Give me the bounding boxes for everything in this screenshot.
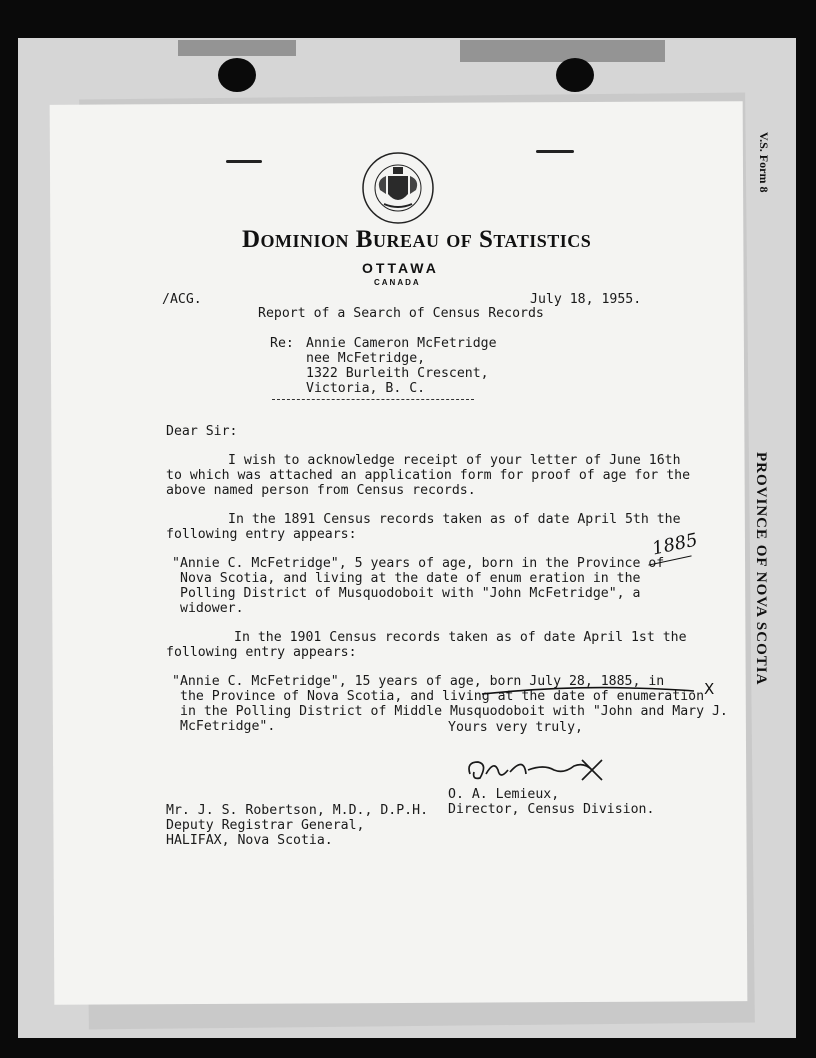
tape-strip-right [460, 40, 665, 62]
department-seal-icon [360, 150, 436, 226]
recipient-line: Mr. J. S. Robertson, M.D., D.P.H. [166, 803, 429, 818]
quote-line: McFetridge". [180, 719, 276, 734]
paragraph-line: In the 1901 Census records taken as of date April 1st the [234, 630, 687, 645]
divider-line [272, 399, 474, 400]
province-side-label: PROVINCE OF NOVA SCOTIA [753, 452, 769, 686]
paragraph-line: to which was attached an application form for proof of age for the [166, 468, 691, 483]
margin-x-mark: X [704, 680, 715, 698]
reference-code: /ACG. [162, 292, 202, 307]
re-line: 1322 Burleith Crescent, [306, 366, 489, 381]
closing: Yours very truly, [448, 720, 583, 735]
letter-subject: Report of a Search of Census Records [258, 306, 544, 321]
re-line: Victoria, B. C. [306, 381, 426, 396]
letter-date: July 18, 1955. [530, 292, 642, 307]
quote-line: Polling District of Musquodoboit with "John McFetridge", a [180, 586, 641, 601]
punch-hole-left [218, 58, 256, 92]
form-number-label: V.S. Form 8 [757, 132, 771, 193]
letterhead-city: OTTAWA [362, 260, 439, 276]
salutation: Dear Sir: [166, 424, 238, 439]
paragraph-line: I wish to acknowledge receipt of your letter of June 16th [228, 453, 681, 468]
signer-name: O. A. Lemieux, [448, 787, 560, 802]
margin-year-note: 1885 [650, 529, 700, 560]
quote-line: "Annie C. McFetridge", 15 years of age, born July 28, 1885, in [172, 674, 665, 689]
letterhead-title: Dominion Bureau of Statistics [242, 226, 592, 253]
paragraph-line: above named person from Census records. [166, 483, 476, 498]
re-line: nee McFetridge, [306, 351, 426, 366]
paragraph-line: following entry appears: [166, 645, 357, 660]
recipient-line: HALIFAX, Nova Scotia. [166, 833, 333, 848]
punch-hole-right [556, 58, 594, 92]
quote-line: the Province of Nova Scotia, and living at the date of enumeration [180, 689, 705, 704]
signature-icon [464, 750, 614, 790]
staple-mark-right [536, 150, 574, 153]
handwritten-underline [480, 680, 720, 704]
recipient-line: Deputy Registrar General, [166, 818, 365, 833]
quote-line: in the Polling District of Middle Musquodoboit with "John and Mary J. [180, 704, 728, 719]
quote-line: "Annie C. McFetridge", 5 years of age, born in the Province of [172, 556, 665, 571]
paragraph-line: In the 1891 Census records taken as of date April 5th the [228, 512, 681, 527]
letterhead-country: CANADA [374, 278, 421, 287]
re-label: Re: [270, 336, 294, 351]
quote-line: Nova Scotia, and living at the date of enum eration in the [180, 571, 641, 586]
re-line: Annie Cameron McFetridge [306, 336, 497, 351]
paragraph-line: following entry appears: [166, 527, 357, 542]
quote-line: widower. [180, 601, 244, 616]
tape-strip-left [178, 40, 296, 56]
signer-title: Director, Census Division. [448, 802, 655, 817]
staple-mark-left [226, 160, 262, 163]
